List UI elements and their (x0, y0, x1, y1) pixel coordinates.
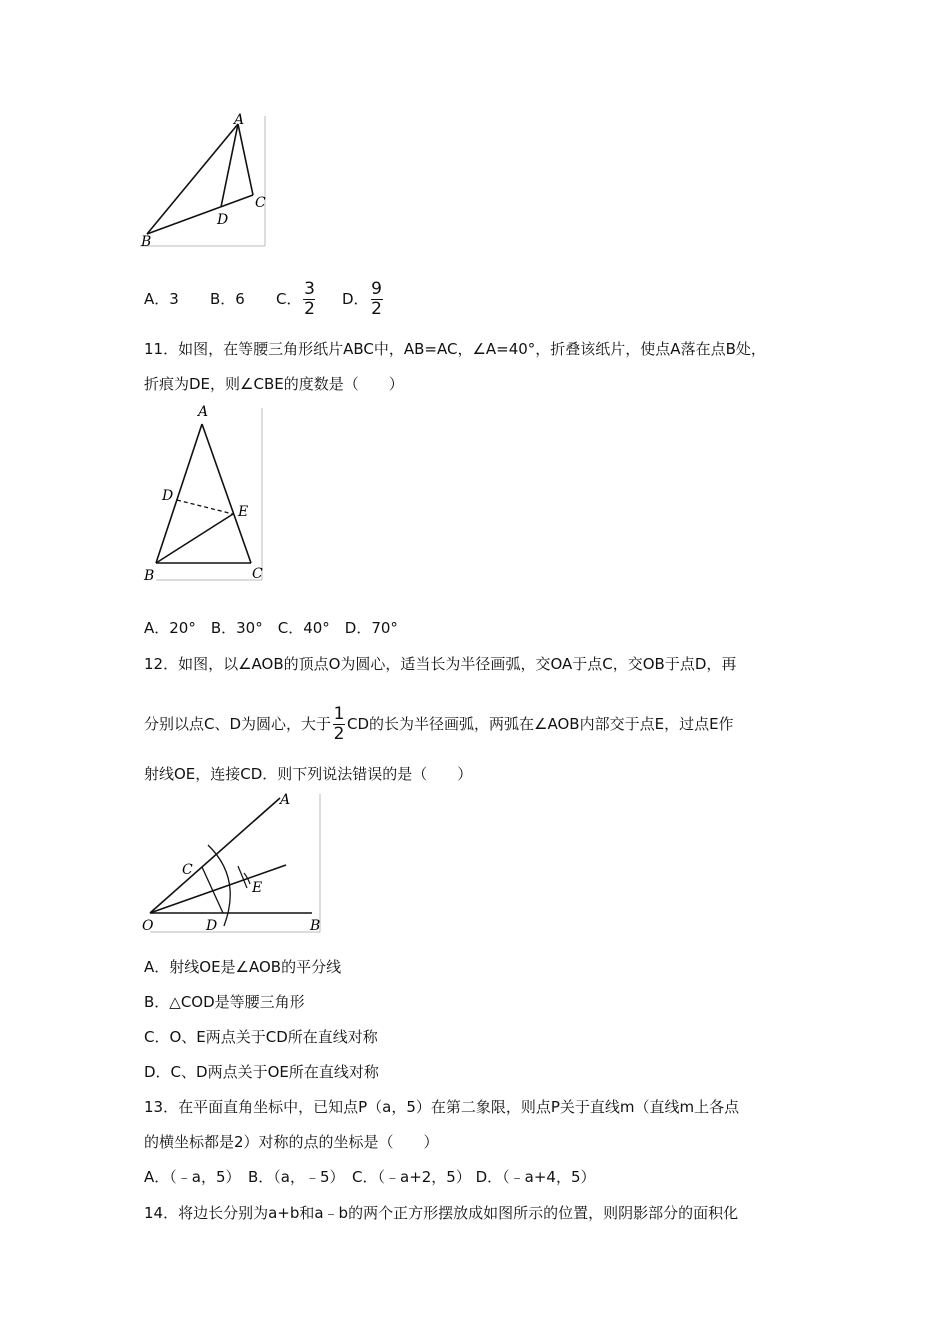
q12-label-a: A (280, 792, 291, 808)
q10-option-d-den: 2 (371, 298, 382, 319)
q10-option-d (342, 278, 385, 319)
q12-text-line2-before: 分别以点C、D为圆心，大于 (144, 715, 332, 733)
q12-option-a: A．射线OE是∠AOB的平分线 (144, 958, 342, 976)
q12-label-e: E (252, 880, 263, 896)
q11-text-line1: 11．如图，在等腰三角形纸片ABC中，AB=AC，∠A=40°，折叠该纸片，使点A落在点B处， (144, 340, 766, 358)
q11-label-b: B (144, 568, 155, 584)
q13-text-line1: 13．在平面直角坐标中，已知点P（a，5）在第二象限，则点P关于直线m（直线m上各点 (144, 1098, 740, 1116)
q10-option-d-fraction (371, 278, 383, 319)
q12-label-o: O (142, 918, 154, 934)
q11-figure (140, 402, 270, 584)
q10-option-a: A．3 (144, 290, 179, 308)
q10-option-c-den: 2 (304, 298, 315, 319)
q10-label-a: A (234, 112, 245, 128)
q12-half-fraction (333, 703, 345, 744)
q11-label-e: E (238, 504, 249, 520)
q13-options: A．（﹣a，5） B．（a，﹣5） C．（﹣a+2，5） D．（﹣a+4，5） (144, 1168, 596, 1186)
q12-frac-den: 2 (333, 723, 345, 744)
q11-options: A．20° B．30° C．40° D．70° (144, 619, 398, 637)
q10-options (144, 278, 385, 320)
q10-option-c-prefix: C． (276, 289, 302, 308)
q10-option-b: B．6 (210, 290, 245, 308)
q10-option-c-num: 3 (304, 278, 315, 299)
q11-label-d: D (162, 488, 174, 504)
q10-option-c-fraction (303, 278, 315, 319)
q12-text-line3: 射线OE，连接CD．则下列说法错误的是（ ） (144, 765, 473, 783)
q12-frac-num: 1 (333, 703, 345, 724)
q12-label-b: B (310, 918, 321, 934)
q10-option-d-prefix: D． (342, 289, 369, 308)
q10-label-c: C (255, 195, 266, 211)
q12-option-d: D．C、D两点关于OE所在直线对称 (144, 1063, 379, 1081)
q12-label-d: D (206, 918, 218, 934)
q13-text-line2: 的横坐标都是2）对称的点的坐标是（ ） (144, 1133, 439, 1151)
q10-label-d: D (217, 212, 229, 228)
q10-option-c (276, 278, 342, 319)
q12-text-line1: 12．如图，以∠AOB的顶点O为圆心，适当长为半径画弧，交OA于点C，交OB于点D，再 (144, 655, 737, 673)
q10-label-b: B (141, 234, 152, 250)
q11-label-c: C (252, 566, 263, 582)
q10-option-d-num: 9 (371, 278, 382, 299)
q12-option-b: B．△COD是等腰三角形 (144, 993, 305, 1011)
q12-label-c: C (182, 862, 193, 878)
q14-text-line1: 14．将边长分别为a+b和a﹣b的两个正方形摆放成如图所示的位置，则阴影部分的面积化 (144, 1204, 739, 1222)
q10-figure (140, 112, 270, 252)
q12-option-c: C．O、E两点关于CD所在直线对称 (144, 1028, 378, 1046)
q12-text-line2-after: CD的长为半径画弧，两弧在∠AOB内部交于点E，过点E作 (347, 715, 734, 733)
q11-text-line2: 折痕为DE，则∠CBE的度数是（ ） (144, 375, 404, 393)
q11-label-a: A (198, 404, 209, 420)
q12-figure (140, 790, 330, 936)
q12-text-line2 (144, 702, 734, 746)
